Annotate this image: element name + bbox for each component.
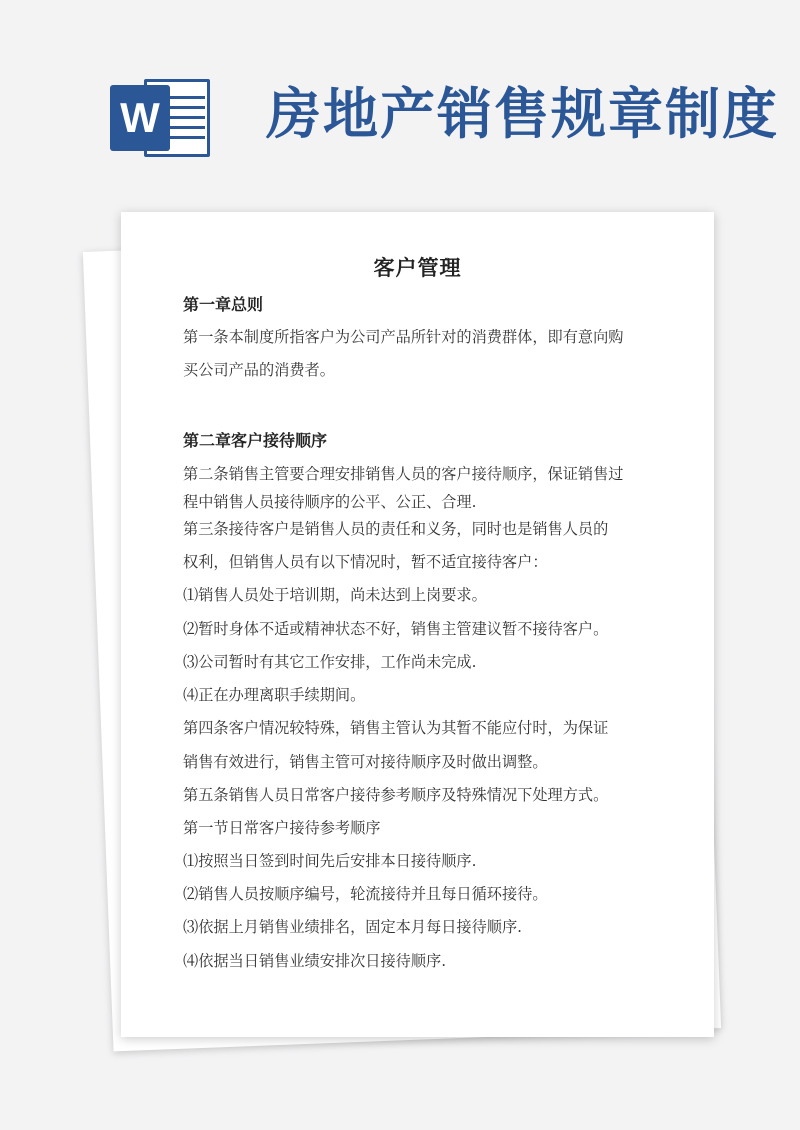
paragraph-line: 第二条销售主管要合理安排销售人员的客户接待顺序，保证销售过 (183, 465, 624, 483)
paragraph-line: ⑴按照当日签到时间先后安排本日接待顺序. (183, 852, 477, 870)
paragraph-line: ⑷正在办理离职手续期间。 (183, 686, 366, 704)
word-logo-letter: W (110, 85, 170, 151)
paragraph-line: 第三条接待客户是销售人员的责任和义务，同时也是销售人员的 (183, 520, 609, 538)
paragraph-line: 第五条销售人员日常客户接待参考顺序及特殊情况下处理方式。 (183, 786, 609, 804)
paragraph-line: 第一条本制度所指客户为公司产品所针对的消费群体，即有意向购 (183, 328, 624, 346)
paragraph-line: ⑶公司暂时有其它工作安排，工作尚未完成. (183, 653, 477, 671)
paragraph-line: ⑷依据当日销售业绩安排次日接待顺序. (183, 952, 447, 970)
header (0, 0, 800, 200)
paragraph-line: 买公司产品的消费者。 (183, 361, 335, 379)
paragraph-line: 第一节日常客户接待参考顺序 (183, 819, 381, 837)
document-title: 客户管理 (373, 255, 462, 280)
paragraph-line: ⑵暂时身体不适或精神状态不好，销售主管建议暂不接待客户。 (183, 620, 609, 638)
paragraph-line: 第四条客户情况较特殊，销售主管认为其暂不能应付时，为保证 (183, 719, 609, 737)
chapter-2-heading: 第二章客户接待顺序 (183, 431, 328, 450)
paragraph-line: ⑵销售人员按顺序编号，轮流接待并且每日循环接待。 (183, 885, 548, 903)
page-title: 房地产销售规章制度 (266, 82, 780, 146)
word-document-icon (110, 79, 210, 157)
paragraph-line: 销售有效进行，销售主管可对接待顺序及时做出调整。 (183, 753, 548, 771)
paragraph-line: 权利，但销售人员有以下情况时，暂不适宜接待客户： (183, 553, 548, 571)
chapter-1-heading: 第一章总则 (183, 295, 264, 314)
paragraph-line: 程中销售人员接待顺序的公平、公正、合理. (183, 493, 477, 511)
paragraph-line: ⑶依据上月销售业绩排名，固定本月每日接待顺序. (183, 918, 522, 936)
document-page (121, 212, 714, 1037)
paragraph-line: ⑴销售人员处于培训期，尚未达到上岗要求。 (183, 586, 487, 604)
